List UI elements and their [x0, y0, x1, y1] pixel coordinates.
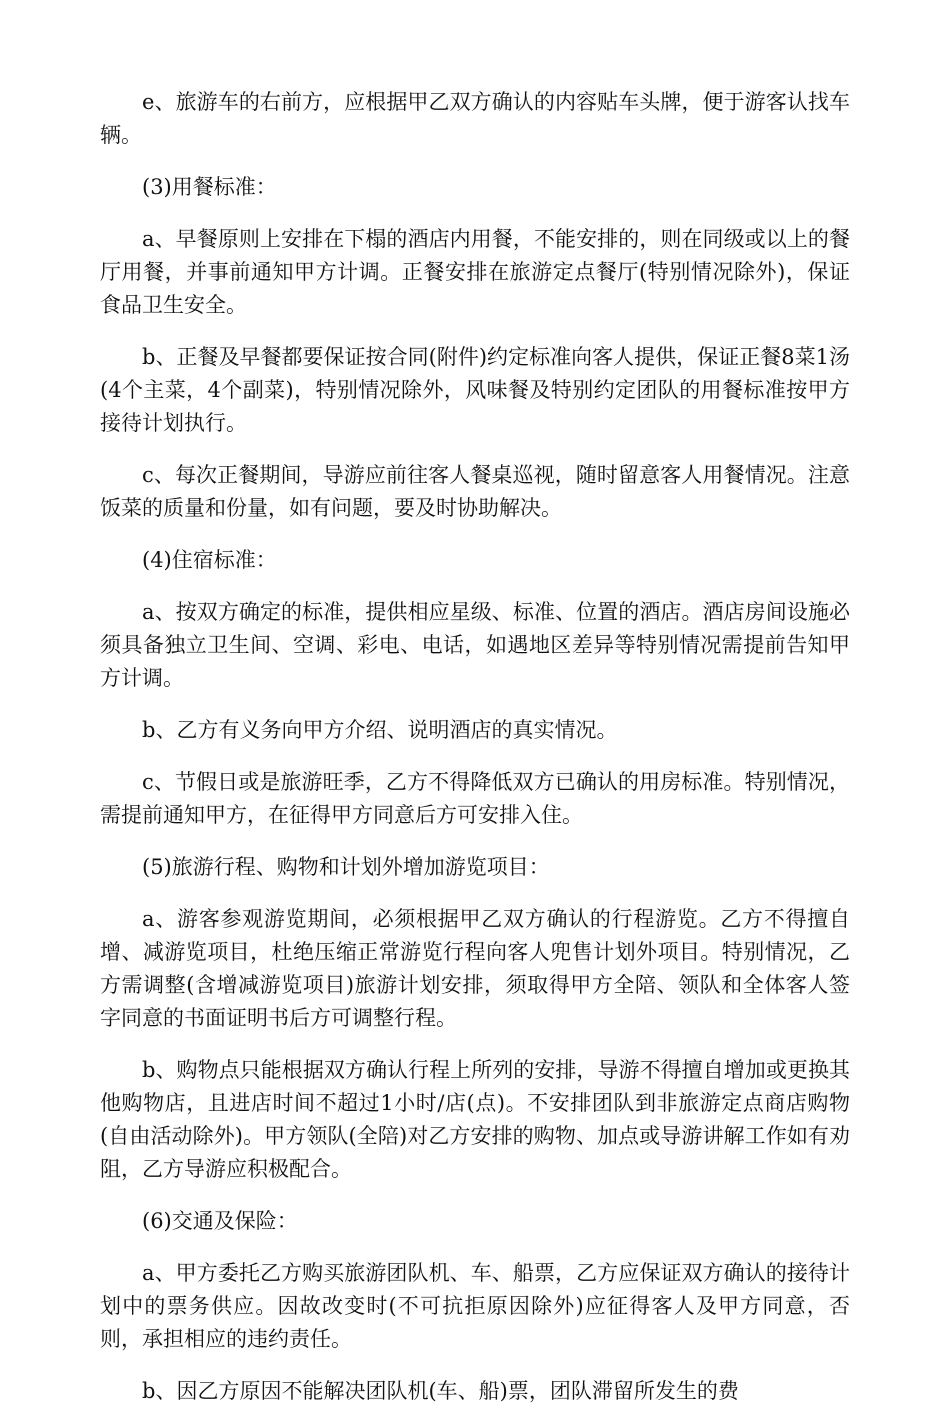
heading-lodging-standard: (4)住宿标准： [142, 548, 277, 572]
paragraph-lodging-a: a、按双方确定的标准，提供相应星级、标准、位置的酒店。酒店房间设施必须具备独立卫生间、空调、彩电、电话，如遇地区差异等特别情况需提前告知甲方计调。 [100, 600, 850, 690]
paragraph-itinerary-a: a、游客参观游览期间，必须根据甲乙双方确认的行程游览。乙方不得擅自增、减游览项目，杜绝压缩正常游览行程向客人兜售计划外项目。特别情况，乙方需调整(含增减游览项目)旅游计划安排，须取得甲方全陪、领队和全体客人签字同意的书面证明书后方可调整行程。 [100, 907, 850, 1030]
heading-itinerary-shopping: (5)旅游行程、购物和计划外增加游览项目： [142, 855, 550, 879]
paragraph-transport-b: b、因乙方原因不能解决团队机(车、船)票，团队滞留所发生的费 [142, 1379, 739, 1403]
heading-transport-insurance: (6)交通及保险： [142, 1209, 298, 1233]
paragraph-lodging-c: c、节假日或是旅游旺季，乙方不得降低双方已确认的用房标准。特别情况，需提前通知甲方，在征得甲方同意后方可安排入住。 [100, 770, 850, 827]
paragraph-meal-a: a、早餐原则上安排在下榻的酒店内用餐，不能安排的，则在同级或以上的餐厅用餐，并事前通知甲方计调。正餐安排在旅游定点餐厅(特别情况除外)，保证食品卫生安全。 [100, 227, 850, 317]
paragraph-transport-a: a、甲方委托乙方购买旅游团队机、车、船票，乙方应保证双方确认的接待计划中的票务供应。因故改变时(不可抗拒原因除外)应征得客人及甲方同意，否则，承担相应的违约责任。 [100, 1261, 850, 1351]
paragraph-itinerary-e: e、旅游车的右前方，应根据甲乙双方确认的内容贴车头牌，便于游客认找车辆。 [100, 90, 850, 147]
paragraph-meal-c: c、每次正餐期间，导游应前往客人餐桌巡视，随时留意客人用餐情况。注意饭菜的质量和份量，如有问题，要及时协助解决。 [100, 463, 850, 520]
paragraph-meal-b: b、正餐及早餐都要保证按合同(附件)约定标准向客人提供，保证正餐8菜1汤(4个主菜，4个副菜)，特别情况除外，风味餐及特别约定团队的用餐标准按甲方接待计划执行。 [100, 345, 850, 435]
paragraph-lodging-b: b、乙方有义务向甲方介绍、说明酒店的真实情况。 [142, 718, 618, 742]
paragraph-shopping-b: b、购物点只能根据双方确认行程上所列的安排，导游不得擅自增加或更换其他购物店，且进店时间不超过1小时/店(点)。不安排团队到非旅游定点商店购物(自由活动除外)。甲方领队(全陪)对乙方安排的购物、加点或导游讲解工作如有劝阻，乙方导游应积极配合。 [100, 1058, 850, 1181]
heading-meal-standard: (3)用餐标准： [142, 175, 277, 199]
